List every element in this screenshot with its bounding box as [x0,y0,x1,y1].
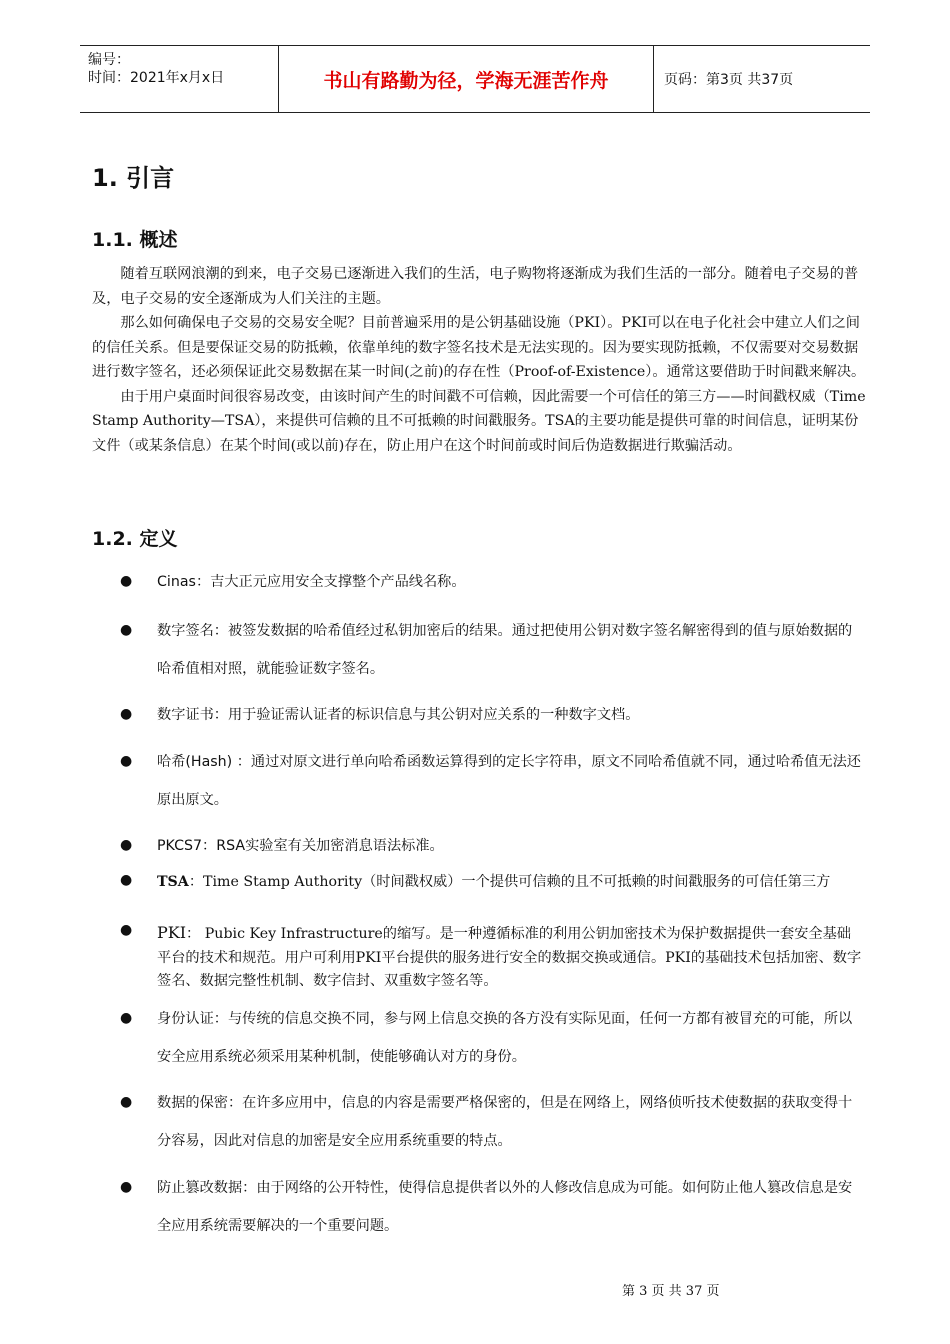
definition-term: PKI [157,923,187,942]
bullet-icon: ● [120,1179,133,1195]
definition-text: 用于验证需认证者的标识信息与其公钥对应关系的一种数字文档。 [227,707,640,723]
definition-text: 在许多应用中，信息的内容是需要严格保密的，但是在网络上，网络侦听技术使数据的获取变得十分容易，因此对信息的加密是安全应用系统重要的特点。 [157,1095,853,1149]
definition-term: PKCS7 [157,838,203,854]
section-1-2-title: 1.2. 定义 [92,528,178,550]
definition-term: 数据的保密 [157,1095,228,1111]
definition-term: 防止篡改数据 [157,1180,243,1196]
definition-text: 通过对原文进行单向哈希函数运算得到的定长字符串，原文不同哈希值就不同，通过哈希值无法还原出原文。 [157,754,861,808]
definition-text: 吉大正元应用安全支撑整个产品线名称。 [210,574,466,590]
section-1-title: 1. 引言 [92,164,175,192]
definition-text: Time Stamp Authority（时间戳权威）一个提供可信赖的且不可抵赖的时间戳服务的可信任第三方 [203,874,831,890]
page-footer: 第 3 页 共 37 页 [622,1284,720,1299]
header-page-info: 页码：第3页 共37页 [664,72,794,88]
definition-separator: ： [232,754,251,770]
header-time-label: 时间：2021年x月x日 [88,70,225,86]
definition-text: 与传统的信息交换不同，参与网上信息交换的各方没有实际见面，任何一方都有被冒充的可能，所以安全应用系统必须采用某种机制，使能够确认对方的身份。 [157,1011,853,1065]
definition-separator: ： [188,874,204,890]
definition-separator: ： [213,707,228,723]
definition-text: 由于网络的公开特性，使得信息提供者以外的人修改信息成为可能。如何防止他人篡改信息是安全应用系统需要解决的一个重要问题。 [157,1180,853,1234]
bullet-icon: ● [120,922,133,938]
definition-text: Pubic Key Infrastructure的缩写。是一种遵循标准的利用公钥加密技术为保护数据提供一套安全基础平台的技术和规范。用户可利用PKI平台提供的服务进行安全的数据交换或通信。PKI的基础技术包括加密、数字签名、数据完整性机制、数字信封、双重数字签名等。 [157,926,862,989]
section-1-1-title: 1.1. 概述 [92,229,178,251]
header-number-label: 编号： [88,52,130,68]
definition-term: Cinas [157,574,196,590]
header-motto: 书山有路勤为径，学海无涯苦作舟 [279,46,654,112]
definition-term: 数字签名 [157,623,214,639]
definition-term: TSA [157,874,189,890]
definition-separator: ： [213,623,228,639]
bullet-icon: ● [120,872,133,888]
definition-separator: ： [213,1011,228,1027]
definition-term: 身份认证 [157,1011,214,1027]
overview-body [92,262,870,458]
definition-separator: ： [202,838,217,854]
definition-text: 被签发数据的哈希值经过私钥加密后的结果。通过把使用公钥对数字签名解密得到的值与原始数据的哈希值相对照，就能验证数字签名。 [157,623,853,677]
overview-paragraph: 由于用户桌面时间很容易改变，由该时间产生的时间戳不可信赖，因此需要一个可信任的第三方——时间戳权威（Time Stamp Authority—TSA），来提供可信赖的且不可抵赖的时间戳服务。TSA的主要功能是提供可靠的时间信息，证明某份文件（或某条信息）在某个时间(或以前)存在，防止用户在这个时间前或时间后伪造数据进行欺骗活动。 [92,388,866,454]
bullet-icon: ● [120,837,133,853]
bullet-icon: ● [120,753,133,769]
overview-paragraph: 那么如何确保电子交易的交易安全呢？目前普遍采用的是公钥基础设施（PKI）。PKI可以在电子化社会中建立人们之间的信任关系。但是要保证交易的防抵赖，依靠单纯的数字签名技术是无法实现的。因为要实现防抵赖，不仅需要对交易数据进行数字签名，还必须保证此交易数据在某一时间(之前)的存在性（Proof-of-Existence）。通常这要借助于时间戳来解决。 [92,315,866,380]
page-header [80,45,870,113]
bullet-icon: ● [120,706,133,722]
header-meta [80,46,279,112]
definition-separator: ： [186,926,201,942]
definition-term: 哈希(Hash) [157,754,233,770]
bullet-icon: ● [120,622,133,638]
definition-text: RSA实验室有关加密消息语法标准。 [216,838,444,854]
definition-term: 数字证书 [157,707,214,723]
definition-separator: ： [227,1095,243,1111]
definition-separator: ： [242,1180,257,1196]
bullet-icon: ● [120,1094,133,1110]
bullet-icon: ● [120,573,133,589]
bullet-icon: ● [120,1010,133,1026]
overview-paragraph: 随着互联网浪潮的到来，电子交易已逐渐进入我们的生活，电子购物将逐渐成为我们生活的一部分。随着电子交易的普及，电子交易的安全逐渐成为人们关注的主题。 [92,266,859,307]
definition-separator: ： [195,574,211,590]
